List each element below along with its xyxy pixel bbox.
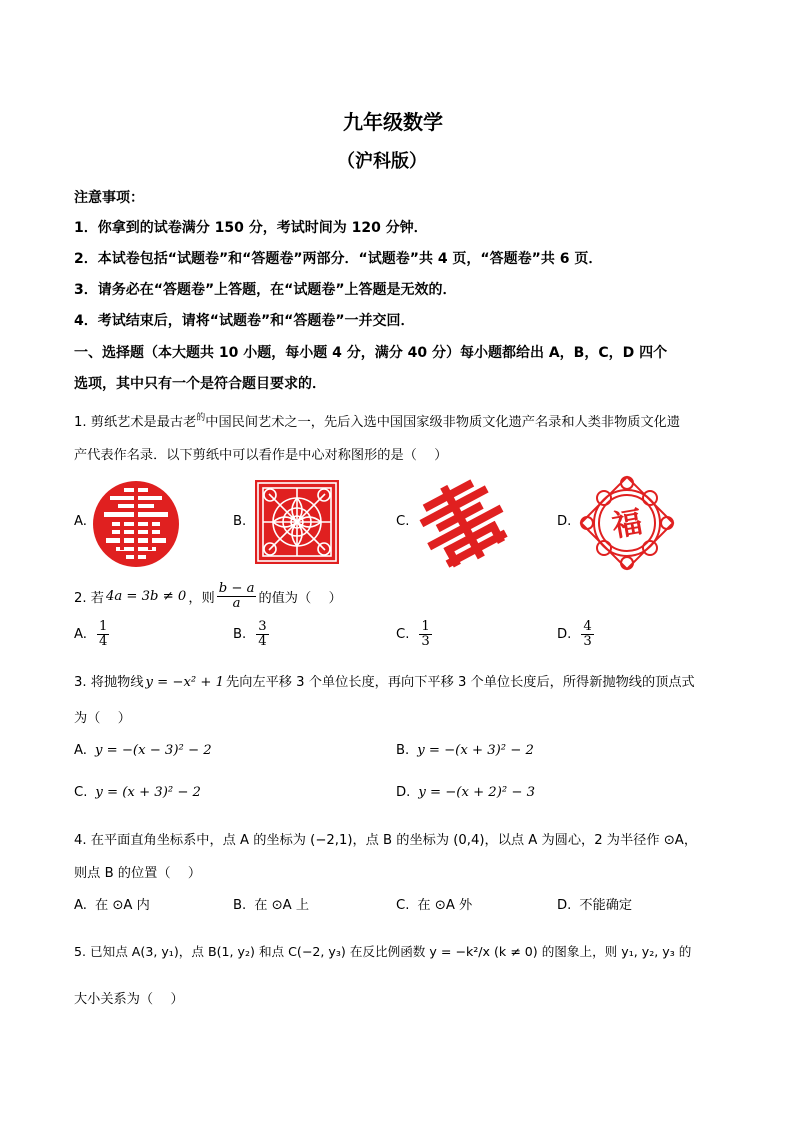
q2-option-d: [557, 620, 596, 649]
section-heading-line-2: 选项，其中只有一个是符合题目要求的．: [74, 376, 326, 392]
notice-item-2: 2．本试卷包括“试题卷”和“答题卷”两部分．“试题卷”共 4 页，“答题卷”共 6 页．: [74, 251, 603, 267]
q4-option-b-text: 在 ⊙A 上: [254, 898, 310, 913]
q2-option-d-fraction: [581, 620, 593, 649]
q2-fraction-numerator: b − a: [218, 581, 255, 596]
fu-character: 福: [609, 504, 646, 545]
q3-option-d-label: D.: [396, 785, 411, 800]
q3-function: y = −x² + 1: [145, 675, 225, 690]
q4-option-d-label: D.: [557, 898, 572, 913]
q3-option-a-label: A.: [74, 743, 87, 758]
q2-option-a-den: 4: [98, 633, 108, 649]
q2-option-a-fraction: [97, 620, 109, 649]
question-5-line-1: 5. 已知点 A(3, y₁)，点 B(1, y₂) 和点 C(−2, y₃) 在反比例函数 y = −k²/x (k ≠ 0) 的图象上，则 y₁, y₂, y₃ 的: [74, 944, 692, 959]
question-4-line-2: 则点 B 的位置（ ）: [74, 866, 202, 881]
q2-option-b-fraction: [256, 620, 268, 649]
question-3-line-1: [74, 671, 695, 690]
q4-option-c-label: C.: [396, 898, 410, 913]
q4-option-b-label: B.: [233, 898, 247, 913]
q4-option-c-text: 在 ⊙A 外: [417, 898, 473, 913]
q3-text-a: 3. 将抛物线: [74, 675, 144, 690]
q2-text-a: 2. 若: [74, 590, 104, 606]
q3-option-d-expr: y = −(x + 2)² − 3: [418, 785, 535, 800]
q3-option-c-label: C.: [74, 785, 88, 800]
papercut-tilted-double-happiness-image: [414, 476, 512, 570]
section-heading-line-1: 一、选择题（本大题共 10 小题，每小题 4 分，满分 40 分）每小题都给出 A，B，C，D 四个: [74, 345, 668, 361]
q2-option-c-label: C.: [396, 626, 410, 642]
q4-option-a: [74, 894, 150, 913]
q3-text-b: 先向左平移 3 个单位长度，再向下平移 3 个单位长度后，所得新抛物线的顶点式: [226, 675, 695, 690]
notice-item-3: 3．请务必在“答题卷”上答题，在“试题卷”上答题是无效的．: [74, 282, 457, 298]
q3-option-c-expr: y = (x + 3)² − 2: [95, 785, 201, 800]
q2-option-b-label: B.: [233, 626, 247, 642]
q3-option-a: [74, 743, 212, 758]
q3-option-a-expr: y = −(x − 3)² − 2: [94, 743, 212, 758]
q2-fraction: [217, 582, 257, 611]
q2-text-c: 的值为（ ）: [258, 590, 342, 606]
q3-option-d: [396, 785, 535, 800]
question-1-line-1: [74, 411, 680, 430]
q4-option-a-label: A.: [74, 898, 87, 913]
q2-option-c-den: 3: [421, 633, 430, 649]
notice-item-4: 4．考试结束后，请将“试题卷”和“答题卷”一并交回．: [74, 313, 415, 329]
q2-option-d-den: 3: [583, 633, 592, 649]
page-title: 九年级数学: [343, 110, 443, 134]
papercut-square-pattern-image: [255, 480, 339, 564]
q1-option-a-label: A.: [74, 514, 87, 529]
q2-option-b-den: 4: [258, 633, 267, 649]
q4-option-c: [396, 894, 472, 913]
q2-option-c: [396, 620, 434, 649]
q2-fraction-denominator: a: [232, 595, 241, 611]
notice-item-1: 1．你拿到的试卷满分 150 分，考试时间为 120 分钟．: [74, 220, 428, 236]
question-3-line-2: 为（ ）: [74, 711, 131, 726]
q2-condition: 4a = 3b ≠ 0: [105, 588, 187, 604]
q1-option-b-label: B.: [233, 514, 247, 529]
q1-option-c-label: C.: [396, 514, 410, 529]
q1-small-mark: 的: [196, 413, 206, 423]
q2-option-c-num: 1: [421, 619, 430, 634]
q1-option-d-label: D.: [557, 514, 572, 529]
q3-option-b-expr: y = −(x + 3)² − 2: [417, 743, 534, 758]
q2-option-d-label: D.: [557, 626, 572, 642]
q4-option-d: [557, 894, 632, 913]
notice-heading: 注意事项：: [74, 190, 144, 206]
q2-option-a: [74, 620, 111, 649]
q3-option-b-label: B.: [396, 743, 410, 758]
q2-option-d-num: 4: [583, 619, 592, 634]
question-5-line-2: 大小关系为（ ）: [74, 992, 184, 1007]
question-4-line-1: 4. 在平面直角坐标系中，点 A 的坐标为 (−2,1)，点 B 的坐标为 (0,4)，以点 A 为圆心，2 为半径作 ⊙A，: [74, 833, 698, 848]
q2-option-a-label: A.: [74, 626, 87, 642]
q2-option-b: [233, 620, 271, 649]
q2-text-b: ，则: [188, 590, 215, 606]
q1-text-b: 中国民间艺术之一，先后入选中国国家级非物质文化遗产名录和人类非物质文化遗: [205, 415, 681, 430]
question-1-line-2: 产代表作名录．以下剪纸中可以看作是中心对称图形的是（ ）: [74, 448, 448, 463]
q1-text-a: 1. 剪纸艺术是最古老: [74, 415, 197, 430]
q3-option-c: [74, 785, 201, 800]
q2-option-a-num: 1: [98, 619, 108, 634]
papercut-round-double-happiness-image: [92, 480, 180, 568]
q4-option-a-text: 在 ⊙A 内: [94, 898, 150, 913]
q3-option-b: [396, 743, 534, 758]
papercut-fu-frame-image: [578, 474, 676, 572]
q2-option-b-num: 3: [258, 619, 267, 634]
question-2-stem: [74, 582, 342, 611]
q4-option-b: [233, 894, 309, 913]
q4-option-d-text: 不能确定: [579, 898, 633, 913]
page-subtitle: （沪科版）: [337, 151, 427, 172]
q2-option-c-fraction: [419, 620, 431, 649]
